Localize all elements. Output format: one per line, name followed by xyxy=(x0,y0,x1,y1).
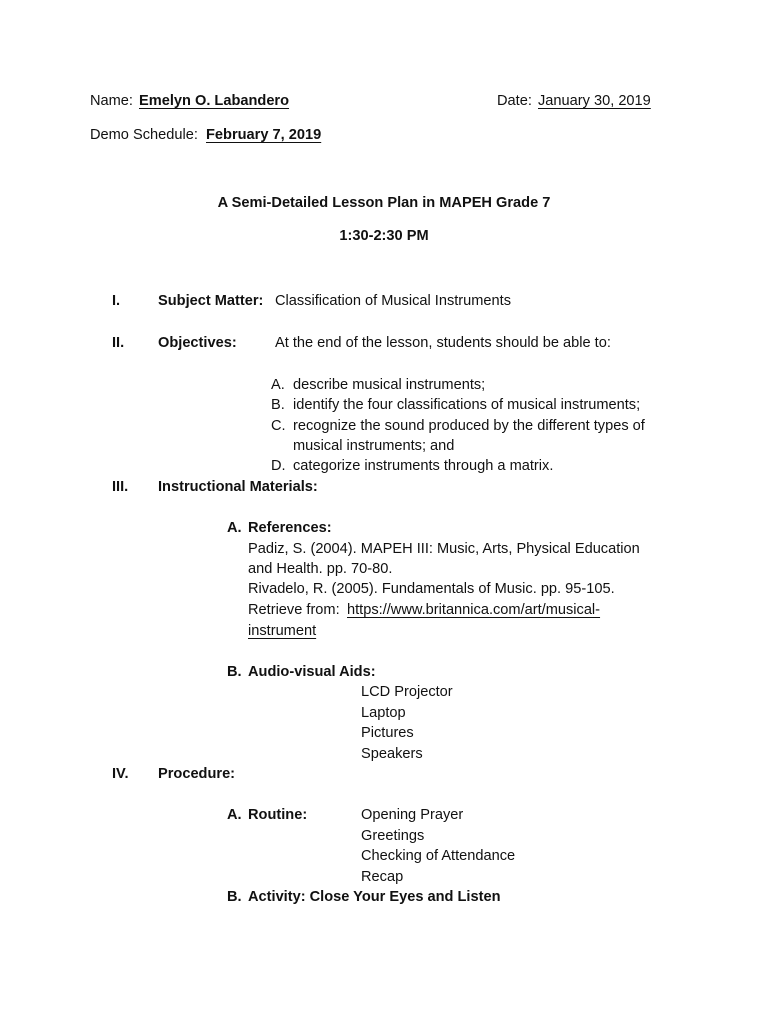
name-label: Name: xyxy=(90,93,133,109)
routine-item: Checking of Attendance xyxy=(361,848,516,864)
objective-letter: D. xyxy=(271,458,286,474)
references-label: References: xyxy=(248,520,332,536)
av-aid-item: LCD Projector xyxy=(361,684,453,700)
objective-item: describe musical instruments; xyxy=(293,377,486,393)
demo-schedule-label: Demo Schedule: xyxy=(90,127,198,143)
reference-line: and Health. pp. 70-80. xyxy=(248,561,393,577)
av-aid-item: Pictures xyxy=(361,725,414,741)
av-aids-label: Audio-visual Aids: xyxy=(248,664,376,680)
name-value: Emelyn O. Labandero xyxy=(139,93,290,109)
objective-item-continuation: musical instruments; and xyxy=(293,438,455,454)
routine-letter: A. xyxy=(227,807,242,823)
references-letter: A. xyxy=(227,520,242,536)
objective-letter: A. xyxy=(271,377,285,393)
section-3-number: III. xyxy=(112,479,129,495)
objective-item: identify the four classifications of musical instruments; xyxy=(293,397,641,413)
section-2-number: II. xyxy=(112,335,125,351)
av-aid-item: Laptop xyxy=(361,705,406,721)
activity-letter: B. xyxy=(227,889,242,905)
objective-item: recognize the sound produced by the different types of xyxy=(293,418,645,434)
objective-item: categorize instruments through a matrix. xyxy=(293,458,554,474)
reference-link-continuation[interactable]: instrument xyxy=(248,623,317,639)
section-2-label: Objectives: xyxy=(158,335,237,351)
routine-item: Opening Prayer xyxy=(361,807,464,823)
section-1-value: Classification of Musical Instruments xyxy=(275,293,512,309)
section-1-label: Subject Matter: xyxy=(158,293,264,309)
document-title: A Semi-Detailed Lesson Plan in MAPEH Grade 7 xyxy=(217,195,551,211)
objective-letter: C. xyxy=(271,418,286,434)
date-label: Date: xyxy=(497,93,532,109)
date-value: January 30, 2019 xyxy=(538,93,651,109)
activity-label: Activity: Close Your Eyes and Listen xyxy=(248,889,501,905)
reference-line: Rivadelo, R. (2005). Fundamentals of Music. pp. 95-105. xyxy=(248,581,615,597)
section-4-label: Procedure: xyxy=(158,766,236,782)
lesson-time: 1:30-2:30 PM xyxy=(339,228,429,244)
section-3-label: Instructional Materials: xyxy=(158,479,318,495)
routine-item: Recap xyxy=(361,869,404,885)
demo-schedule-value: February 7, 2019 xyxy=(206,127,322,143)
reference-line: Padiz, S. (2004). MAPEH III: Music, Arts, Physical Education xyxy=(248,541,640,557)
reference-link[interactable]: https://www.britannica.com/art/musical- xyxy=(347,602,601,618)
section-4-number: IV. xyxy=(112,766,129,782)
routine-item: Greetings xyxy=(361,828,425,844)
routine-label: Routine: xyxy=(248,807,308,823)
section-1-number: I. xyxy=(112,293,121,309)
av-aids-letter: B. xyxy=(227,664,242,680)
retrieve-label: Retrieve from: xyxy=(248,602,340,618)
av-aid-item: Speakers xyxy=(361,746,423,762)
objectives-intro: At the end of the lesson, students should be able to: xyxy=(275,335,611,351)
objective-letter: B. xyxy=(271,397,285,413)
